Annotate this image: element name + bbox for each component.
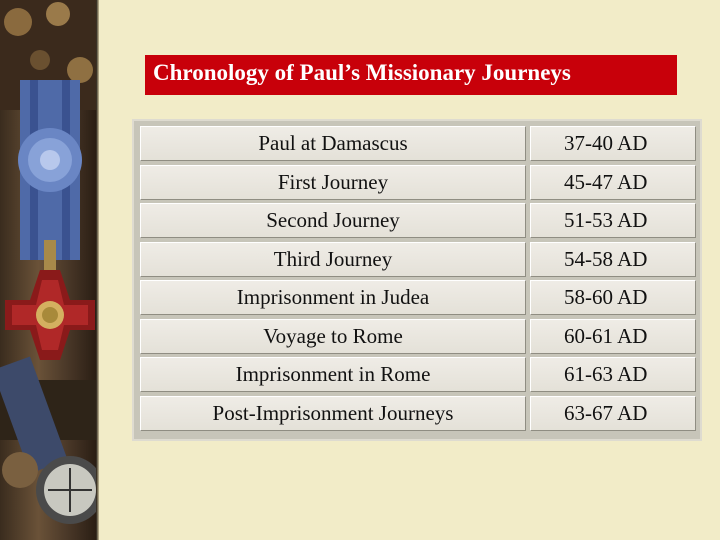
date-cell: 45-47 AD (530, 165, 696, 200)
date-cell: 51-53 AD (530, 203, 696, 238)
chronology-table (132, 119, 702, 441)
date-cell: 58-60 AD (530, 280, 696, 315)
table-row (140, 242, 696, 277)
title-banner (145, 55, 677, 95)
date-cell: 61-63 AD (530, 357, 696, 392)
table-row (140, 126, 696, 161)
medal-illustration (0, 0, 96, 540)
event-cell: Paul at Damascus (140, 126, 526, 161)
date-cell: 60-61 AD (530, 319, 696, 354)
side-edge-shadow (96, 0, 99, 540)
table-row (140, 357, 696, 392)
event-cell: Second Journey (140, 203, 526, 238)
event-cell: Third Journey (140, 242, 526, 277)
table-row (140, 165, 696, 200)
date-cell: 54-58 AD (530, 242, 696, 277)
event-cell: Post-Imprisonment Journeys (140, 396, 526, 431)
decorative-medal-image (0, 0, 96, 540)
table-row (140, 396, 696, 431)
slide-title: Chronology of Paul’s Missionary Journeys (153, 60, 571, 85)
table-row (140, 203, 696, 238)
event-cell: Imprisonment in Rome (140, 357, 526, 392)
date-cell: 37-40 AD (530, 126, 696, 161)
event-cell: Imprisonment in Judea (140, 280, 526, 315)
event-cell: First Journey (140, 165, 526, 200)
date-cell: 63-67 AD (530, 396, 696, 431)
table-row (140, 319, 696, 354)
event-cell: Voyage to Rome (140, 319, 526, 354)
table-row (140, 280, 696, 315)
